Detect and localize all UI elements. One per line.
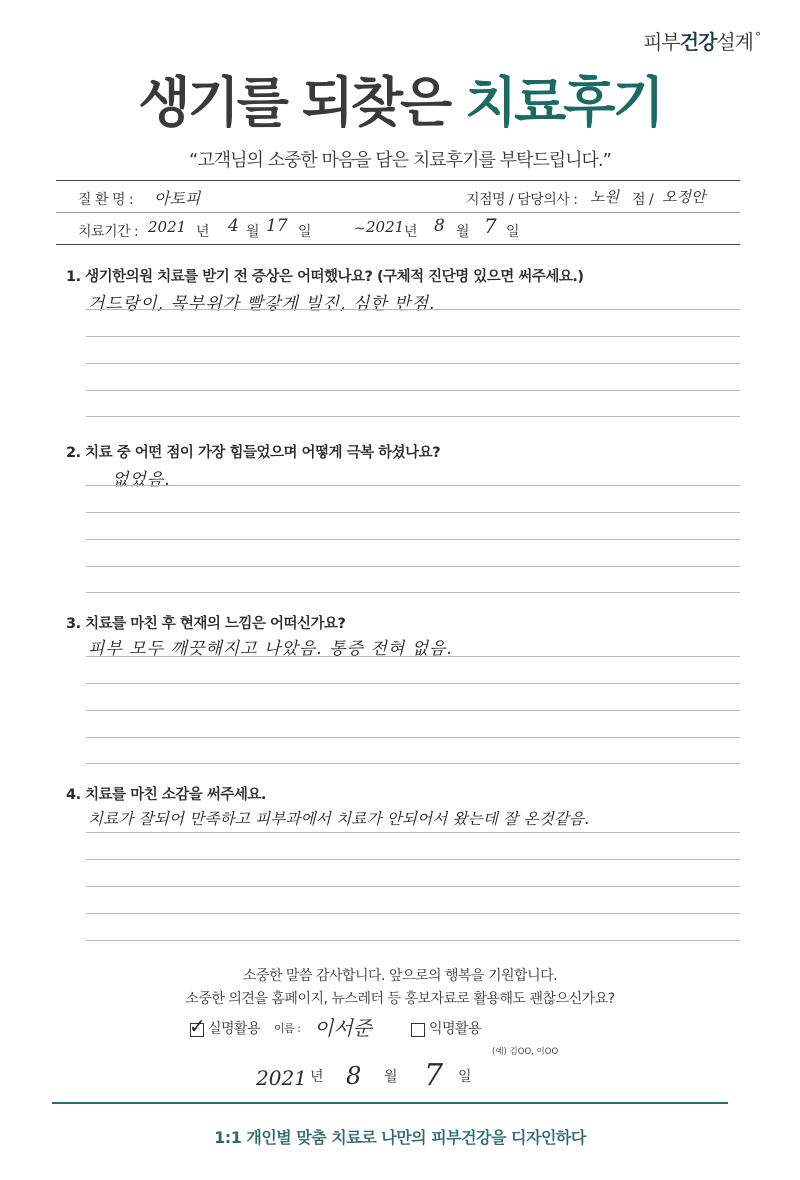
brand-logo [643, 26, 760, 55]
info-bottom-rule [56, 244, 740, 245]
date-day-unit: 일 [458, 1069, 472, 1085]
page-subtitle: “고객님의 소중한 마음을 담은 치료후기를 부탁드립니다.” [189, 150, 611, 171]
answer-line [86, 913, 740, 914]
answer-line [86, 763, 740, 764]
answer-line [86, 309, 740, 310]
footer-rule [52, 1102, 728, 1104]
answer-line [86, 710, 740, 711]
start-month: 4 [228, 216, 239, 236]
answer-line [86, 485, 740, 486]
question-1: 1. 생기한의원 치료를 받기 전 증상은 어떠했나요? (구체적 진단명 있으면 써주세요.) [66, 269, 584, 285]
answer-1: 거드랑이, 목부위가 빨갛게 빌진, 심한 반점. [88, 294, 436, 314]
answer-line [86, 656, 740, 657]
date-year: 2021 [256, 1066, 307, 1090]
end-day-unit: 일 [506, 224, 520, 240]
check-icon: ✓ [189, 1013, 206, 1038]
answer-line [86, 886, 740, 887]
anonymous-checkbox[interactable] [411, 1019, 425, 1038]
footer-slogan: 1:1 개인별 맞춤 치료로 나만의 피부건강을 디자인하다 [214, 1128, 586, 1147]
anonymous-label: 익명활용 [429, 1021, 482, 1037]
branch-label: 지점명 / 담당의사 : [466, 192, 578, 208]
brand-mark: ° [755, 30, 760, 45]
end-year-unit: 년 [404, 224, 418, 240]
end-year: 2021 [366, 218, 405, 236]
period-dash: ~ [354, 221, 366, 237]
disease-value: 아토피 [154, 189, 201, 208]
title-part2: 치료후기 [464, 71, 662, 134]
start-year: 2021 [148, 218, 187, 236]
question-3: 3. 치료를 마친 후 현재의 느낌은 어떠신가요? [66, 616, 346, 632]
question-2: 2. 치료 중 어떤 점이 가장 힘들었으며 어떻게 극복 하셨나요? [66, 445, 441, 461]
question-4: 4. 치료를 마친 소감을 써주세요. [66, 787, 266, 803]
answer-line [86, 336, 740, 337]
answer-line [86, 737, 740, 738]
answer-line [86, 390, 740, 391]
branch-value: 노원 [590, 188, 619, 206]
name-label: 이름 : [274, 1022, 301, 1035]
start-day-unit: 일 [298, 224, 312, 240]
real-name-label: 실명활용 [208, 1021, 261, 1037]
start-month-unit: 월 [246, 224, 260, 240]
start-year-unit: 년 [196, 224, 210, 240]
date-month: 8 [346, 1062, 362, 1090]
answer-3: 피부 모두 깨끗해지고 나았음. 통증 전혀 없음. [88, 639, 453, 659]
end-month-unit: 월 [456, 224, 470, 240]
branch-unit: 점 / [632, 192, 654, 208]
date-day: 7 [424, 1058, 444, 1093]
name-example: (예) 김OO, 이OO [492, 1047, 559, 1057]
answer-4: 치료가 잘되어 만족하고 피부과에서 치료가 안되어서 왔는데 잘 온것같음. [88, 810, 590, 828]
end-day: 7 [484, 214, 497, 238]
real-name-checkbox[interactable] [189, 1013, 206, 1038]
period-label: 치료기간 : [78, 224, 139, 240]
brand-suffix: 설계 [716, 30, 753, 54]
answer-line [86, 940, 740, 941]
disease-label: 질 환 명 : [78, 192, 134, 208]
answer-line [86, 416, 740, 417]
start-day: 17 [266, 216, 288, 236]
thanks-line-2: 소중한 의견을 홈페이지, 뉴스레터 등 홍보자료로 활용해도 괜찮으신가요? [185, 991, 615, 1007]
answer-line [86, 363, 740, 364]
page-title [0, 60, 800, 137]
answer-line [86, 859, 740, 860]
answer-line [86, 832, 740, 833]
answer-line [86, 512, 740, 513]
thanks-line-1: 소중한 말씀 감사합니다. 앞으로의 행복을 기원합니다. [242, 968, 558, 984]
answer-line [86, 539, 740, 540]
title-part1: 생기를 되찾은 [138, 71, 465, 134]
end-month: 8 [434, 216, 445, 236]
date-month-unit: 월 [384, 1069, 398, 1085]
answer-line [86, 683, 740, 684]
brand-bold: 건강 [679, 30, 717, 54]
info-mid-rule [56, 212, 740, 213]
answer-2: 없었음. [112, 470, 171, 490]
info-top-rule [56, 180, 740, 181]
doctor-value: 오정안 [662, 188, 706, 206]
answer-line [86, 592, 740, 593]
date-year-unit: 년 [310, 1069, 324, 1085]
answer-line [86, 566, 740, 567]
name-value: 이서준 [314, 1016, 372, 1040]
brand-prefix: 피부 [643, 30, 680, 54]
